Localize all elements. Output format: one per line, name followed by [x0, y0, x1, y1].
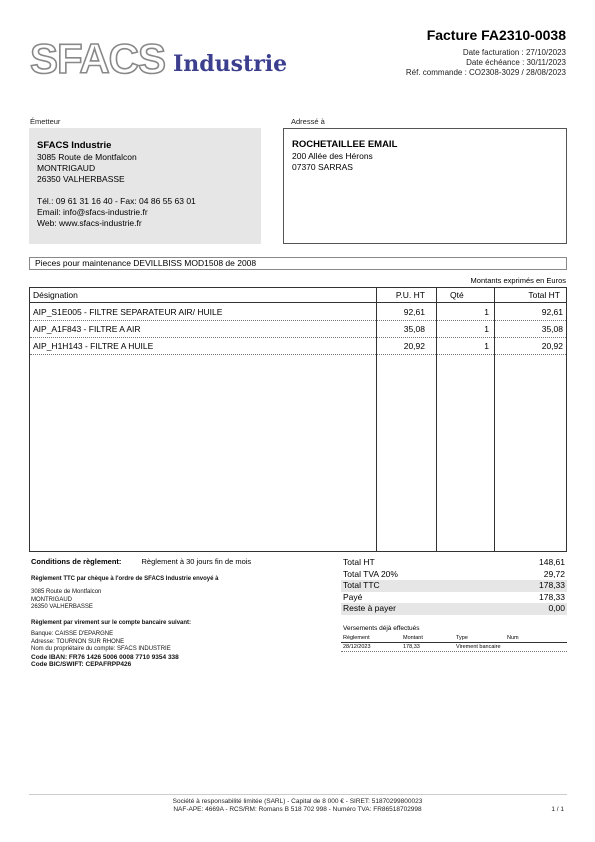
item-total: 92,61 — [541, 307, 563, 317]
page-number: 1 / 1 — [551, 806, 564, 813]
payments-title: Versements déjà effectués — [343, 625, 420, 632]
table-row — [30, 304, 566, 321]
recipient-name: ROCHETAILLEE EMAIL — [292, 139, 398, 150]
payment-col-num: Num — [507, 635, 519, 641]
total-label: Total TVA 20% — [343, 568, 398, 579]
bic-code: Code BIC/SWIFT: CEPAFRPP426 — [31, 661, 132, 668]
recipient-address-line: 07370 SARRAS — [292, 162, 353, 172]
payment-amount: 178,33 — [403, 644, 420, 650]
line-items-table — [29, 287, 567, 552]
table-row — [30, 338, 566, 355]
total-label: Reste à payer — [343, 603, 396, 613]
logo-industrie-text: Industrie — [173, 51, 288, 77]
item-quantity: 1 — [484, 341, 489, 351]
item-unit-price: 92,61 — [403, 307, 425, 317]
footer-divider — [29, 794, 567, 795]
payment-col-date: Règlement — [343, 635, 370, 641]
item-designation: AIP_H1H143 - FILTRE A HUILE — [33, 341, 154, 351]
sender-website: Web: www.sfacs-industrie.fr — [37, 218, 142, 228]
total-value: 178,33 — [539, 580, 565, 590]
sender-address-line: 3085 Route de Montfalcon — [37, 152, 137, 162]
recipient-address-line: 200 Allée des Hérons — [292, 151, 373, 161]
conditions-label: Conditions de règlement: — [31, 557, 122, 566]
invoice-date: Date facturation : 27/10/2023 — [462, 48, 566, 57]
bank-details — [31, 631, 179, 669]
footer-legal-line: Société à responsabilité limitée (SARL) - Capital de 8 000 € - SIRET: 51870299800023 — [172, 798, 423, 805]
item-unit-price: 20,92 — [403, 341, 425, 351]
item-designation: AIP_A1F843 - FILTRE A AIR — [33, 324, 141, 334]
header-designation: Désignation — [33, 290, 78, 300]
currency-note: Montants exprimés en Euros — [470, 276, 566, 285]
iban-code: Code IBAN: FR76 1426 5006 0008 7710 9354 338 — [31, 653, 179, 661]
item-quantity: 1 — [484, 324, 489, 334]
cheque-address-line: MONTRIGAUD — [31, 596, 72, 603]
payment-date: 28/12/2023 — [343, 644, 371, 650]
item-quantity: 1 — [484, 307, 489, 317]
cheque-instructions: Règlement TTC par chèque à l'ordre de SFACS Industrie envoyé à — [31, 576, 219, 582]
payment-conditions — [31, 557, 251, 566]
item-designation: AIP_S1E005 - FILTRE SEPARATEUR AIR/ HUILE — [33, 307, 223, 317]
payment-row — [341, 643, 567, 652]
sender-name: SFACS Industrie — [37, 140, 112, 151]
header-total: Total HT — [528, 290, 560, 300]
payment-col-amount: Montant — [403, 635, 423, 641]
table-header — [30, 288, 566, 303]
item-unit-price: 35,08 — [403, 324, 425, 334]
header-quantity: Qté — [450, 290, 464, 300]
payment-type: Virement bancaire — [456, 644, 501, 650]
cheque-address-line: 26350 VALHERBASSE — [31, 604, 93, 610]
transfer-instructions: Règlement par virement sur le compte bancaire suivant: — [31, 620, 192, 626]
invoice-subject: Pieces pour maintenance DEVILLBISS MOD1508 de 2008 — [29, 257, 567, 270]
total-label: Total TTC — [343, 580, 380, 590]
total-vat-row — [341, 569, 567, 581]
totals-block — [341, 557, 567, 615]
total-value: 29,72 — [543, 568, 565, 579]
sender-address-line: 26350 VALHERBASSE — [37, 174, 125, 184]
sender-email: Email: info@sfacs-industrie.fr — [37, 207, 148, 217]
cheque-address — [31, 589, 101, 612]
account-owner: Nom du propriétaire du compte: SFACS INDUSTRIE — [31, 646, 171, 652]
total-value: 178,33 — [539, 591, 565, 602]
bank-name: Banque: CAISSE D'EPARGNE — [31, 631, 114, 637]
header-unit-price: P.U. HT — [395, 290, 425, 300]
sender-address-line: MONTRIGAUD — [37, 163, 96, 173]
conditions-value: Règlement à 30 jours fin de mois — [141, 557, 252, 566]
recipient-label: Adressé à — [291, 117, 325, 126]
payment-col-type: Type — [456, 635, 468, 641]
cheque-address-line: 3085 Route de Montfalcon — [31, 589, 102, 595]
item-total: 20,92 — [541, 341, 563, 351]
payments-header — [341, 634, 567, 643]
company-logo — [30, 36, 290, 82]
bank-address: Adresse: TOURNON SUR RHONE — [31, 638, 125, 645]
total-value: 148,61 — [539, 557, 565, 567]
order-reference: Réf. commande : CO2308-3029 / 28/08/2023 — [405, 68, 566, 77]
sender-label: Émetteur — [30, 117, 61, 126]
recipient-box — [283, 128, 567, 244]
total-value: 0,00 — [548, 603, 565, 613]
invoice-due-date: Date échéance : 30/11/2023 — [466, 58, 566, 67]
payments-table — [341, 634, 567, 652]
sender-box — [29, 128, 261, 244]
paid-row — [341, 592, 567, 604]
total-label: Total HT — [343, 557, 375, 567]
total-label: Payé — [343, 591, 363, 602]
item-total: 35,08 — [541, 324, 563, 334]
invoice-meta — [406, 48, 566, 78]
total-ttc-row — [341, 580, 567, 592]
footer-registration-line: NAF-APE: 4669A - RCS/RM: Romans B 518 702 998 - Numéro TVA: FR86518702998 — [173, 806, 422, 813]
sender-phone: Tél.: 09 61 31 16 40 - Fax: 04 86 55 63 01 — [37, 196, 196, 206]
table-row — [30, 321, 566, 338]
invoice-title: Facture FA2310-0038 — [426, 27, 566, 43]
logo-sfacs-text: SFACS — [30, 35, 166, 82]
remaining-row — [341, 603, 567, 615]
total-ht-row — [341, 557, 567, 569]
